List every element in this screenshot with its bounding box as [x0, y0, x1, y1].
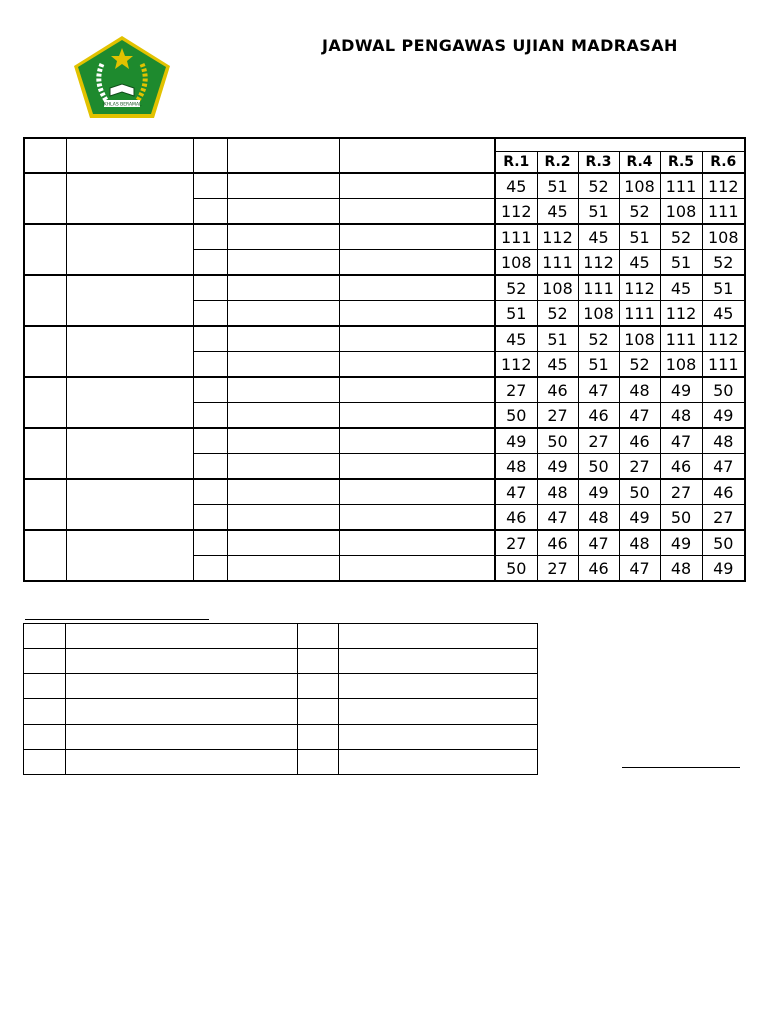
- signature-line-right: [622, 767, 740, 768]
- schedule-table: [23, 137, 744, 582]
- room-value-cell: 49: [537, 454, 578, 480]
- room-value-cell: 47: [537, 505, 578, 531]
- row-subject-cell: [339, 301, 495, 327]
- room-value-cell: 46: [578, 556, 619, 582]
- list-row: [24, 699, 538, 724]
- list-cell: [24, 699, 66, 724]
- room-value-cell: 111: [578, 275, 619, 301]
- list-cell: [339, 624, 538, 649]
- row-session-cell: [193, 173, 227, 199]
- room-value-cell: 52: [660, 224, 702, 250]
- row-time-cell: [227, 505, 339, 531]
- room-value-cell: 112: [537, 224, 578, 250]
- room-value-cell: 51: [578, 199, 619, 225]
- room-value-cell: 27: [702, 505, 745, 531]
- signature-underline: [25, 619, 209, 620]
- row-session-cell: [193, 301, 227, 327]
- row-subject-cell: [339, 530, 495, 556]
- list-cell: [66, 624, 298, 649]
- row-number-cell: [24, 326, 66, 377]
- list-cell: [339, 649, 538, 674]
- room-value-cell: 50: [537, 428, 578, 454]
- row-session-cell: [193, 505, 227, 531]
- row-session-cell: [193, 250, 227, 276]
- room-value-cell: 50: [578, 454, 619, 480]
- list-cell: [339, 749, 538, 774]
- row-time-cell: [227, 326, 339, 352]
- room-value-cell: 48: [619, 530, 660, 556]
- room-value-cell: 47: [619, 403, 660, 429]
- room-value-cell: 112: [495, 199, 537, 225]
- room-value-cell: 27: [537, 403, 578, 429]
- row-session-cell: [193, 199, 227, 225]
- room-value-cell: 50: [660, 505, 702, 531]
- row-day-cell: [66, 224, 193, 275]
- list-cell: [298, 749, 339, 774]
- room-value-cell: 47: [660, 428, 702, 454]
- room-value-cell: 48: [495, 454, 537, 480]
- row-day-cell: [66, 326, 193, 377]
- room-value-cell: 52: [578, 326, 619, 352]
- table-row: [24, 326, 745, 352]
- room-value-cell: 51: [702, 275, 745, 301]
- room-value-cell: 111: [619, 301, 660, 327]
- room-value-cell: 27: [660, 479, 702, 505]
- room-value-cell: 45: [537, 199, 578, 225]
- row-number-cell: [24, 377, 66, 428]
- room-value-cell: 112: [702, 173, 745, 199]
- room-value-cell: 112: [702, 326, 745, 352]
- room-value-cell: 52: [619, 352, 660, 378]
- list-cell: [24, 674, 66, 699]
- room-value-cell: 27: [495, 530, 537, 556]
- room-value-cell: 111: [495, 224, 537, 250]
- table-row: [24, 275, 745, 301]
- room-value-cell: 52: [537, 301, 578, 327]
- logo-ribbon-text: IKHLAS BERAMAL: [102, 102, 142, 108]
- row-day-cell: [66, 173, 193, 224]
- room-value-cell: 45: [578, 224, 619, 250]
- room-value-cell: 46: [578, 403, 619, 429]
- header-cell-session: [193, 138, 227, 173]
- list-cell: [298, 649, 339, 674]
- room-header-1: R.1: [495, 152, 537, 174]
- room-value-cell: 49: [660, 530, 702, 556]
- room-header-2: R.2: [537, 152, 578, 174]
- list-cell: [298, 674, 339, 699]
- room-value-cell: 112: [660, 301, 702, 327]
- document-title: JADWAL PENGAWAS UJIAN MADRASAH: [322, 36, 678, 55]
- room-value-cell: 47: [578, 530, 619, 556]
- room-value-cell: 46: [537, 377, 578, 403]
- row-subject-cell: [339, 403, 495, 429]
- row-session-cell: [193, 556, 227, 582]
- table-row: [24, 428, 745, 454]
- room-value-cell: 48: [619, 377, 660, 403]
- room-value-cell: 48: [660, 556, 702, 582]
- list-cell: [298, 699, 339, 724]
- row-subject-cell: [339, 275, 495, 301]
- table-row: [24, 479, 745, 505]
- room-header-4: R.4: [619, 152, 660, 174]
- room-value-cell: 111: [660, 326, 702, 352]
- row-session-cell: [193, 224, 227, 250]
- room-value-cell: 49: [702, 556, 745, 582]
- row-subject-cell: [339, 173, 495, 199]
- list-cell: [298, 724, 339, 749]
- row-subject-cell: [339, 326, 495, 352]
- row-session-cell: [193, 275, 227, 301]
- header-cell-no: [24, 138, 66, 173]
- room-value-cell: 52: [578, 173, 619, 199]
- row-number-cell: [24, 275, 66, 326]
- list-cell: [66, 674, 298, 699]
- room-value-cell: 27: [619, 454, 660, 480]
- row-time-cell: [227, 301, 339, 327]
- room-value-cell: 108: [619, 173, 660, 199]
- row-session-cell: [193, 326, 227, 352]
- row-subject-cell: [339, 556, 495, 582]
- row-time-cell: [227, 454, 339, 480]
- row-time-cell: [227, 428, 339, 454]
- room-value-cell: 45: [702, 301, 745, 327]
- room-value-cell: 45: [495, 326, 537, 352]
- room-header-3: R.3: [578, 152, 619, 174]
- row-subject-cell: [339, 428, 495, 454]
- proctor-list-table: [23, 623, 537, 775]
- row-session-cell: [193, 403, 227, 429]
- room-value-cell: 50: [702, 377, 745, 403]
- room-value-cell: 52: [495, 275, 537, 301]
- row-subject-cell: [339, 505, 495, 531]
- room-value-cell: 49: [578, 479, 619, 505]
- list-cell: [66, 724, 298, 749]
- table-header-row: [24, 138, 745, 152]
- header-cell-room-group: [495, 138, 745, 152]
- row-subject-cell: [339, 454, 495, 480]
- room-value-cell: 45: [537, 352, 578, 378]
- row-day-cell: [66, 428, 193, 479]
- room-value-cell: 50: [495, 403, 537, 429]
- room-value-cell: 108: [660, 352, 702, 378]
- room-header-5: R.5: [660, 152, 702, 174]
- room-value-cell: 46: [619, 428, 660, 454]
- room-value-cell: 49: [619, 505, 660, 531]
- row-session-cell: [193, 377, 227, 403]
- row-subject-cell: [339, 479, 495, 505]
- room-value-cell: 48: [660, 403, 702, 429]
- list-cell: [66, 749, 298, 774]
- room-value-cell: 48: [537, 479, 578, 505]
- table-row: [24, 530, 745, 556]
- room-value-cell: 52: [619, 199, 660, 225]
- list-cell: [298, 624, 339, 649]
- header-cell-subject: [339, 138, 495, 173]
- room-value-cell: 111: [702, 352, 745, 378]
- room-value-cell: 47: [619, 556, 660, 582]
- room-value-cell: 112: [495, 352, 537, 378]
- row-time-cell: [227, 173, 339, 199]
- table-row: [24, 377, 745, 403]
- row-time-cell: [227, 403, 339, 429]
- row-day-cell: [66, 479, 193, 530]
- room-value-cell: 112: [578, 250, 619, 276]
- row-number-cell: [24, 428, 66, 479]
- list-row: [24, 724, 538, 749]
- list-cell: [339, 699, 538, 724]
- room-value-cell: 108: [619, 326, 660, 352]
- row-time-cell: [227, 352, 339, 378]
- room-value-cell: 46: [702, 479, 745, 505]
- room-value-cell: 112: [619, 275, 660, 301]
- ministry-logo: [72, 34, 172, 120]
- row-time-cell: [227, 377, 339, 403]
- row-day-cell: [66, 530, 193, 581]
- room-value-cell: 50: [495, 556, 537, 582]
- room-value-cell: 51: [537, 173, 578, 199]
- header-cell-time: [227, 138, 339, 173]
- row-session-cell: [193, 428, 227, 454]
- room-value-cell: 27: [495, 377, 537, 403]
- row-number-cell: [24, 530, 66, 581]
- room-value-cell: 27: [537, 556, 578, 582]
- room-value-cell: 27: [578, 428, 619, 454]
- room-value-cell: 108: [495, 250, 537, 276]
- room-value-cell: 45: [495, 173, 537, 199]
- list-cell: [66, 699, 298, 724]
- row-time-cell: [227, 275, 339, 301]
- room-value-cell: 46: [660, 454, 702, 480]
- header-cell-day: [66, 138, 193, 173]
- row-subject-cell: [339, 377, 495, 403]
- room-value-cell: 46: [495, 505, 537, 531]
- room-value-cell: 45: [660, 275, 702, 301]
- room-value-cell: 111: [537, 250, 578, 276]
- room-value-cell: 49: [660, 377, 702, 403]
- room-value-cell: 47: [578, 377, 619, 403]
- list-cell: [339, 674, 538, 699]
- list-row: [24, 749, 538, 774]
- row-subject-cell: [339, 250, 495, 276]
- room-value-cell: 108: [578, 301, 619, 327]
- list-row: [24, 674, 538, 699]
- row-time-cell: [227, 250, 339, 276]
- room-value-cell: 52: [702, 250, 745, 276]
- list-cell: [24, 624, 66, 649]
- room-value-cell: 45: [619, 250, 660, 276]
- room-value-cell: 51: [619, 224, 660, 250]
- room-value-cell: 50: [619, 479, 660, 505]
- row-time-cell: [227, 224, 339, 250]
- room-value-cell: 50: [702, 530, 745, 556]
- list-row: [24, 649, 538, 674]
- row-time-cell: [227, 556, 339, 582]
- row-time-cell: [227, 199, 339, 225]
- room-value-cell: 48: [702, 428, 745, 454]
- room-value-cell: 51: [578, 352, 619, 378]
- list-cell: [24, 724, 66, 749]
- room-value-cell: 108: [702, 224, 745, 250]
- room-value-cell: 111: [660, 173, 702, 199]
- row-time-cell: [227, 479, 339, 505]
- row-session-cell: [193, 530, 227, 556]
- room-value-cell: 111: [702, 199, 745, 225]
- table-row: [24, 224, 745, 250]
- room-value-cell: 46: [537, 530, 578, 556]
- list-cell: [66, 649, 298, 674]
- list-cell: [24, 649, 66, 674]
- row-session-cell: [193, 352, 227, 378]
- room-value-cell: 51: [537, 326, 578, 352]
- row-day-cell: [66, 377, 193, 428]
- row-day-cell: [66, 275, 193, 326]
- row-number-cell: [24, 224, 66, 275]
- room-value-cell: 51: [495, 301, 537, 327]
- room-value-cell: 49: [702, 403, 745, 429]
- row-number-cell: [24, 479, 66, 530]
- row-subject-cell: [339, 224, 495, 250]
- room-value-cell: 108: [660, 199, 702, 225]
- table-row: [24, 173, 745, 199]
- row-session-cell: [193, 454, 227, 480]
- room-value-cell: 47: [702, 454, 745, 480]
- row-subject-cell: [339, 352, 495, 378]
- list-cell: [339, 724, 538, 749]
- list-row: [24, 624, 538, 649]
- room-header-6: R.6: [702, 152, 745, 174]
- row-number-cell: [24, 173, 66, 224]
- room-value-cell: 49: [495, 428, 537, 454]
- row-session-cell: [193, 479, 227, 505]
- room-value-cell: 51: [660, 250, 702, 276]
- room-value-cell: 108: [537, 275, 578, 301]
- row-time-cell: [227, 530, 339, 556]
- row-subject-cell: [339, 199, 495, 225]
- list-cell: [24, 749, 66, 774]
- room-value-cell: 48: [578, 505, 619, 531]
- room-value-cell: 47: [495, 479, 537, 505]
